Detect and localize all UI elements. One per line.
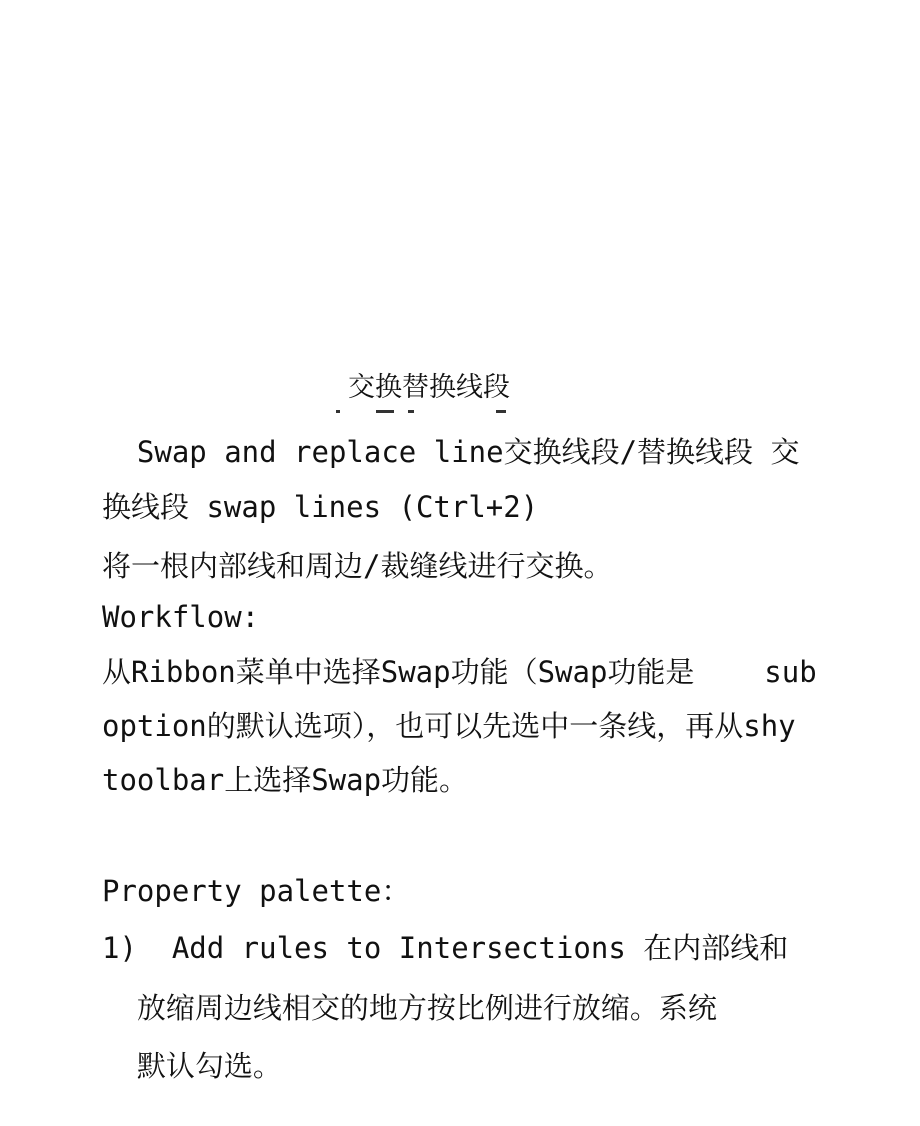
paragraph-line-7: toolbar上选择Swap功能。 — [102, 763, 469, 797]
scan-artifact — [336, 406, 522, 418]
paragraph-line-6: option的默认选项），也可以先选中一条线，再从shy — [102, 709, 796, 743]
workflow-heading: Workflow: — [102, 600, 260, 634]
paragraph-line-3: 将一根内部线和周边/裁缝线进行交换。 — [102, 549, 613, 583]
list-item-1-continued: 放缩周边线相交的地方按比例进行放缩。系统 — [102, 991, 717, 1025]
document-title: 交换替换线段 — [348, 372, 510, 403]
list-item-1-note: 默认勾选。 — [102, 1049, 282, 1083]
property-palette-heading: Property palette： — [102, 874, 411, 908]
list-item-1: 1) Add rules to Intersections 在内部线和 — [102, 931, 789, 965]
paragraph-line-2: 换线段 swap lines (Ctrl+2) — [102, 490, 539, 524]
paragraph-line-1: Swap and replace line交换线段/替换线段 交 — [102, 435, 800, 469]
paragraph-line-5: 从Ribbon菜单中选择Swap功能（Swap功能是 sub — [102, 655, 817, 689]
